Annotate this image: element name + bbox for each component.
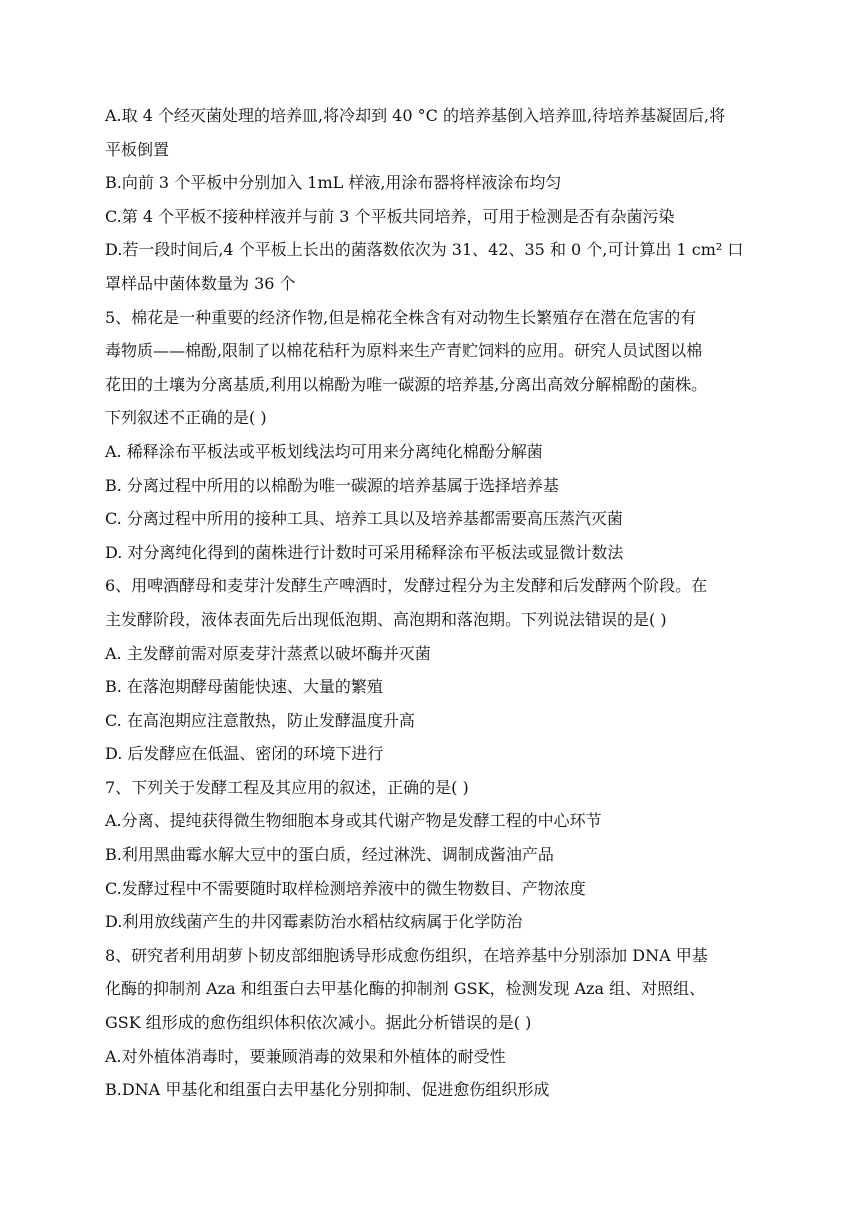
- question-text: [105, 99, 765, 1107]
- text-line: A.取 4 个经灭菌处理的培养皿,将冷却到 40 °C 的培养基倒入培养皿,待培养基凝固后,将: [105, 106, 726, 125]
- option-c: C.发酵过程中不需要随时取样检测培养液中的微生物数目、产物浓度: [105, 878, 586, 898]
- question-5-stem: 5、棉花是一种重要的经济作物,但是棉花全株含有对动物生长繁殖存在潜在危害的有: [105, 307, 697, 327]
- option-a: A.对外植体消毒时，要兼顾消毒的效果和外植体的耐受性: [105, 1046, 506, 1066]
- text-line: D.若一段时间后,4 个平板上长出的菌落数依次为 31、42、35 和 0 个,可计算出 1 cm² 口: [105, 240, 744, 260]
- text-line: 主发酵阶段，液体表面先后出现低泡期、高泡期和落泡期。下列说法错误的是( ): [105, 609, 667, 629]
- question-6-stem: 6、用啤酒酵母和麦芽汁发酵生产啤酒时，发酵过程分为主发酵和后发酵两个阶段。在: [105, 576, 708, 596]
- text-line: 化酶的抑制剂 Aza 和组蛋白去甲基化酶的抑制剂 GSK，检测发现 Aza 组、对照组、: [105, 979, 706, 999]
- text-line: C.第 4 个平板不接种样液并与前 3 个平板共同培养，可用于检测是否有杂菌污染: [105, 206, 675, 226]
- option-b: B.利用黑曲霉水解大豆中的蛋白质，经过淋洗、调制成酱油产品: [105, 845, 554, 865]
- text-line: 花田的土壤为分离基质,利用以棉酚为唯一碳源的培养基,分离出高效分解棉酚的菌株。: [105, 374, 708, 394]
- option-c: C. 在高泡期应注意散热，防止发酵温度升高: [105, 710, 415, 730]
- option-c: C. 分离过程中所用的接种工具、培养工具以及培养基都需要高压蒸汽灭菌: [105, 509, 623, 529]
- text-line: GSK 组形成的愈伤组织体积依次减小。据此分析错误的是( ): [105, 1013, 532, 1033]
- option-b: B. 分离过程中所用的以棉酚为唯一碳源的培养基属于选择培养基: [105, 475, 559, 495]
- option-b: B. 在落泡期酵母菌能快速、大量的繁殖: [105, 677, 383, 697]
- option-d: D. 对分离纯化得到的菌株进行计数时可采用稀释涂布平板法或显微计数法: [105, 542, 624, 562]
- option-a: A. 稀释涂布平板法或平板划线法均可用来分离纯化棉酚分解菌: [105, 441, 543, 461]
- text-line: 毒物质——棉酚,限制了以棉花秸秆为原料来生产青贮饲料的应用。研究人员试图以棉: [105, 341, 703, 361]
- text-line: 罩样品中菌体数量为 36 个: [105, 273, 296, 293]
- option-b: B.DNA 甲基化和组蛋白去甲基化分别抑制、促进愈伤组织形成: [105, 1080, 550, 1100]
- text-line: B.向前 3 个平板中分别加入 1mL 样液,用涂布器将样液涂布均匀: [105, 173, 562, 193]
- option-d: D.利用放线菌产生的井冈霉素防治水稻枯纹病属于化学防治: [105, 912, 523, 932]
- text-line: 平板倒置: [105, 139, 170, 159]
- option-a: A.分离、提纯获得微生物细胞本身或其代谢产物是发酵工程的中心环节: [105, 811, 602, 831]
- option-d: D. 后发酵应在低温、密闭的环境下进行: [105, 744, 384, 764]
- text-line: 下列叙述不正确的是( ): [105, 408, 267, 428]
- option-a: A. 主发酵前需对原麦芽汁蒸煮以破坏酶并灭菌: [105, 643, 431, 663]
- question-8-stem: 8、研究者利用胡萝卜韧皮部细胞诱导形成愈伤组织，在培养基中分别添加 DNA 甲基: [105, 945, 708, 965]
- question-7-stem: 7、下列关于发酵工程及其应用的叙述，正确的是( ): [105, 777, 469, 797]
